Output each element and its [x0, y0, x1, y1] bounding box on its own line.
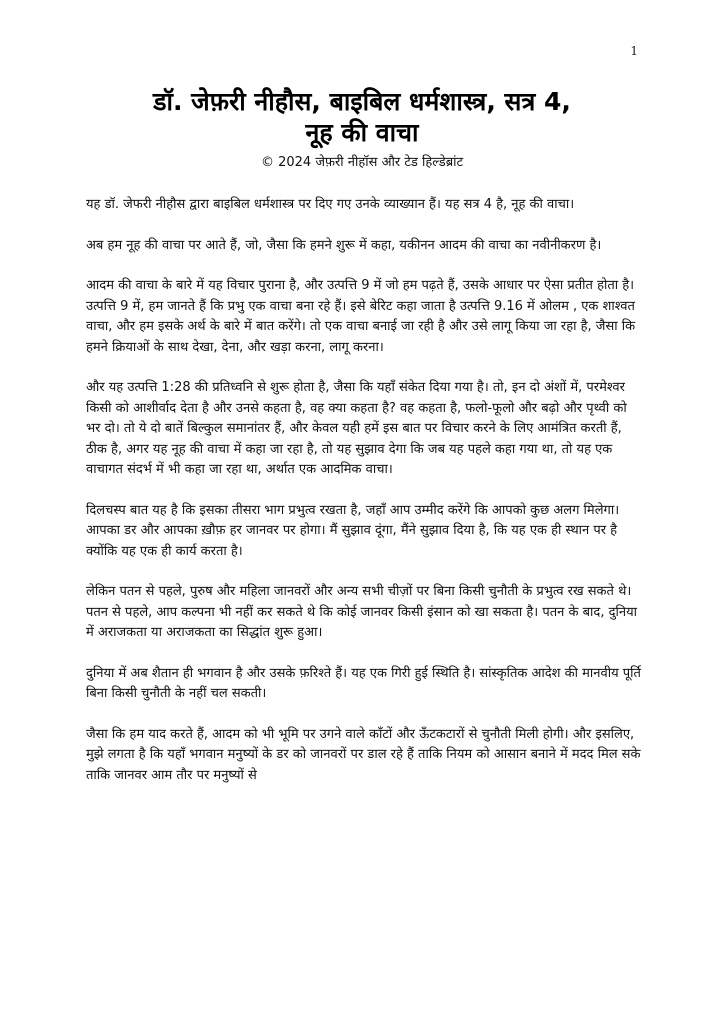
paragraph: जैसा कि हम याद करते हैं, आदम को भी भूमि पर उगने वाले काँटों और ऊँटकटारों से चुनौती मिली होगी। और इसलिए, मुझे लगता है कि यहाँ भगवान मनुष्यों के डर को जानवरों पर डाल रहे हैं ताकि नियम को आसान बनाने में मदद मिल सके ताकि जानवर आम तौर पर मनुष्यों से — [86, 726, 641, 783]
paragraph: लेकिन पतन से पहले, पुरुष और महिला जानवरों और अन्य सभी चीज़ों पर बिना किसी चुनौती के प्रभुत्व रख सकते थे। पतन से पहले, आप कल्पना भी नहीं कर सकते थे कि कोई जानवर किसी इंसान को खा सकता है। पतन के बाद, दुनिया में अराजकता या अराजकता का सिद्धांत शुरू हुआ। — [86, 584, 637, 640]
paragraph: यह डॉ. जेफरी नीहौस द्वारा बाइबिल धर्मशास्त्र पर दिए गए उनके व्याख्यान हैं। यह सत्र 4 है, नूह की वाचा। — [86, 197, 575, 212]
paragraph: दिलचस्प बात यह है कि इसका तीसरा भाग प्रभुत्व रखता है, जहाँ आप उम्मीद करेंगे कि आपको कुछ अलग मिलेगा। आपका डर और आपका ख़ौफ़ हर जानवर पर होगा। मैं सुझाव दूंगा, मैंने सुझाव दिया है, कि यह एक ही स्थान पर है क्योंकि यह एक ही कार्य करता है। — [86, 502, 620, 559]
title-line-2: नूह की वाचा — [305, 118, 419, 147]
copyright-line: © 2024 जेफ़री नीहॉस और टेड हिल्डेब्रांट — [260, 155, 464, 170]
paragraph: आदम की वाचा के बारे में यह विचार पुराना है, और उत्पत्ति 9 में जो हम पढ़ते हैं, उसके आधार पर ऐसा प्रतीत होता है। उत्पत्ति 9 में, हम जानते हैं कि प्रभु एक वाचा बना रहे हैं। इसे बेरिट कहा जाता है उत्पत्ति 9.16 में ओलम , एक शाश्वत वाचा, और हम इसके अर्थ के बारे में बात करेंगे। तो एक वाचा बनाई जा रही है और उसे लागू किया जा रहा है, जैसा कि हमने क्रियाओं के साथ देखा, देना, और खड़ा करना, लागू करना। — [86, 278, 636, 355]
page-number: 1 — [630, 44, 638, 58]
paragraph: और यह उत्पत्ति 1:28 की प्रतिध्वनि से शुरू होता है, जैसा कि यहाँ संकेत दिया गया है। तो, इन दो अंशों में, परमेश्वर किसी को आशीर्वाद देता है और उनसे कहता है, वह क्या कहता है? वह कहता है, फलो-फूलो और बढ़ो और पृथ्वी को भर दो। तो ये दो बातें बिल्कुल समानांतर हैं, और केवल यही हमें इस बात पर विचार करने के लिए आमंत्रित करती हैं, ठीक है, अगर यह नूह की वाचा में कहा जा रहा है, तो यह सुझाव देगा कि जब यह पहले कहा गया था, तो यह एक वाचागत संदर्भ में भी कहा जा रहा था, अर्थात एक आदमिक वाचा। — [86, 380, 627, 477]
document-body — [86, 195, 644, 806]
paragraph: दुनिया में अब शैतान ही भगवान है और उसके फ़रिश्ते हैं। यह एक गिरी हुई स्थिति है। सांस्कृतिक आदेश की मानवीय पूर्ति बिना किसी चुनौती के नहीं चल सकती। — [86, 665, 641, 701]
document-title — [60, 86, 664, 148]
paragraph: अब हम नूह की वाचा पर आते हैं, जो, जैसा कि हमने शुरू में कहा, यकीनन आदम की वाचा का नवीनीकरण है। — [86, 237, 602, 253]
title-line-1: डॉ. जेफ़री नीहौस, बाइबिल धर्मशास्त्र, सत्र 4, — [153, 87, 571, 116]
